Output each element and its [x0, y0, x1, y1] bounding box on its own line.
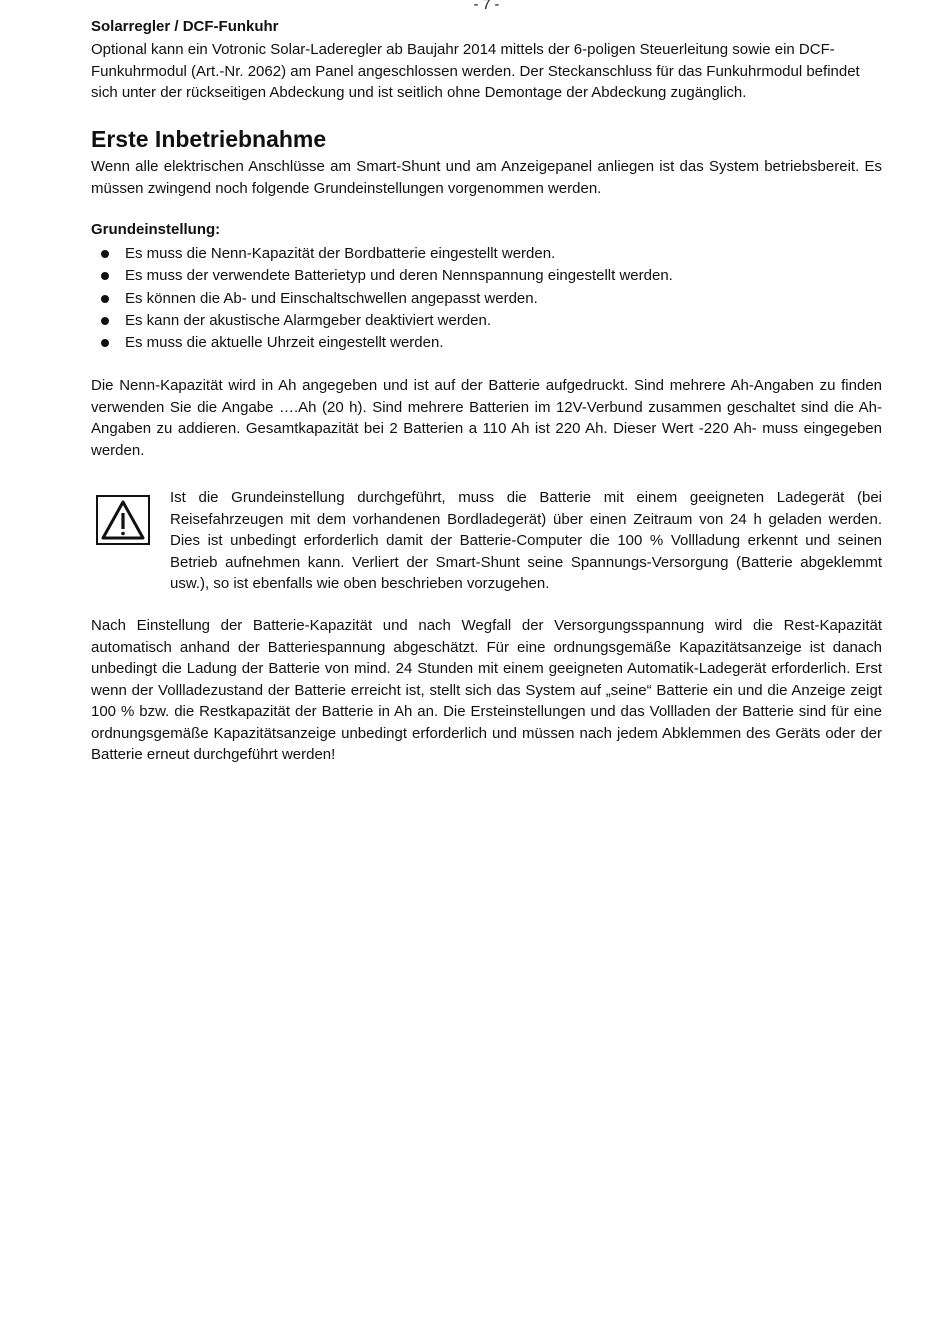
- list-item: Es können die Ab- und Einschaltschwellen angepasst werden.: [91, 288, 882, 310]
- paragraph-nach-einstellung: Nach Einstellung der Batterie-Kapazität und nach Wegfall der Versorgungsspannung wird die Rest-Kapazität automatisch anhand der Batteriespannung abgeschätzt. Für eine ordnungsgemäße Kapazitätsanzeige ist danach unbedingt die Ladung der Batterie von mind. 24 Stunden mit einem geeigneten Automatik-Ladegerät erforderlich. Erst wenn der Vollladezustand der Batterie erreicht ist, stellt sich das System auf „seine“ Batterie ein und die Anzeige zeigt 100 % bzw. die Restkapazität der Batterie in Ah an. Die Ersteinstellungen und das Vollladen der Batterie sind für eine ordnungsgemäße Kapazitätsanzeige unbedingt erforderlich und müssen nach jedem Abklemmen des Geräts oder der Batterie erneut durchgeführt werden!: [91, 617, 882, 763]
- grundeinstellung-list: [91, 243, 882, 354]
- subheading-grundeinstellung: Grundeinstellung:: [91, 221, 221, 238]
- warning-triangle-icon: [96, 495, 150, 545]
- list-item: Es muss die aktuelle Uhrzeit eingestellt werden.: [91, 332, 882, 354]
- page-number: - 7 -: [473, 0, 500, 13]
- section-heading-erste-inbetriebnahme: Erste Inbetriebnahme: [91, 126, 327, 152]
- paragraph-nenn-kapazitaet: Die Nenn-Kapazität wird in Ah angegeben und ist auf der Batterie aufgedruckt. Sind mehrere Ah-Angaben zu finden verwenden Sie die Angabe ….Ah (20 h). Sind mehrere Batterien im 12V-Verbund zusammen geschaltet sind die Ah-Angaben zu addieren. Gesamtkapazität bei 2 Batterien a 110 Ah ist 220 Ah. Dieser Wert -220 Ah- muss eingegeben werden.: [91, 377, 882, 459]
- paragraph-erste-inbetriebnahme: Wenn alle elektrischen Anschlüsse am Smart-Shunt und am Anzeigepanel anliegen ist das System betriebsbereit. Es müssen zwingend noch folgende Grundeinstellungen vorgenommen werden.: [91, 158, 882, 197]
- list-item: Es kann der akustische Alarmgeber deaktiviert werden.: [91, 310, 882, 332]
- warning-paragraph: Ist die Grundeinstellung durchgeführt, muss die Batterie mit einem geeigneten Ladegerät (bei Reisefahrzeugen mit dem vorhandenen Bordladegerät) über einen Zeitraum von 24 h geladen werden. Dies ist unbedingt erforderlich damit der Batterie-Computer die 100 % Vollladung erkennt und seinen Betrieb aufnehmen kann. Verliert der Smart-Shunt seine Spannungs-Versorgung (Batterie abgeklemmt usw.), so ist ebenfalls wie oben beschrieben vorzugehen.: [170, 489, 882, 592]
- section-heading-solarregler: Solarregler / DCF-Funkuhr: [91, 18, 279, 35]
- list-item: Es muss die Nenn-Kapazität der Bordbatterie eingestellt werden.: [91, 243, 882, 265]
- list-item: Es muss der verwendete Batterietyp und deren Nennspannung eingestellt werden.: [91, 265, 882, 287]
- paragraph-solarregler: Optional kann ein Votronic Solar-Laderegler ab Baujahr 2014 mittels der 6-poligen Steuerleitung sowie ein DCF-Funkuhrmodul (Art.-Nr. 2062) am Panel angeschlossen werden. Der Steckanschluss für das Funkuhrmodul befindet sich unter der rückseitigen Abdeckung und ist seitlich ohne Demontage der Abdeckung zugänglich.: [91, 41, 860, 101]
